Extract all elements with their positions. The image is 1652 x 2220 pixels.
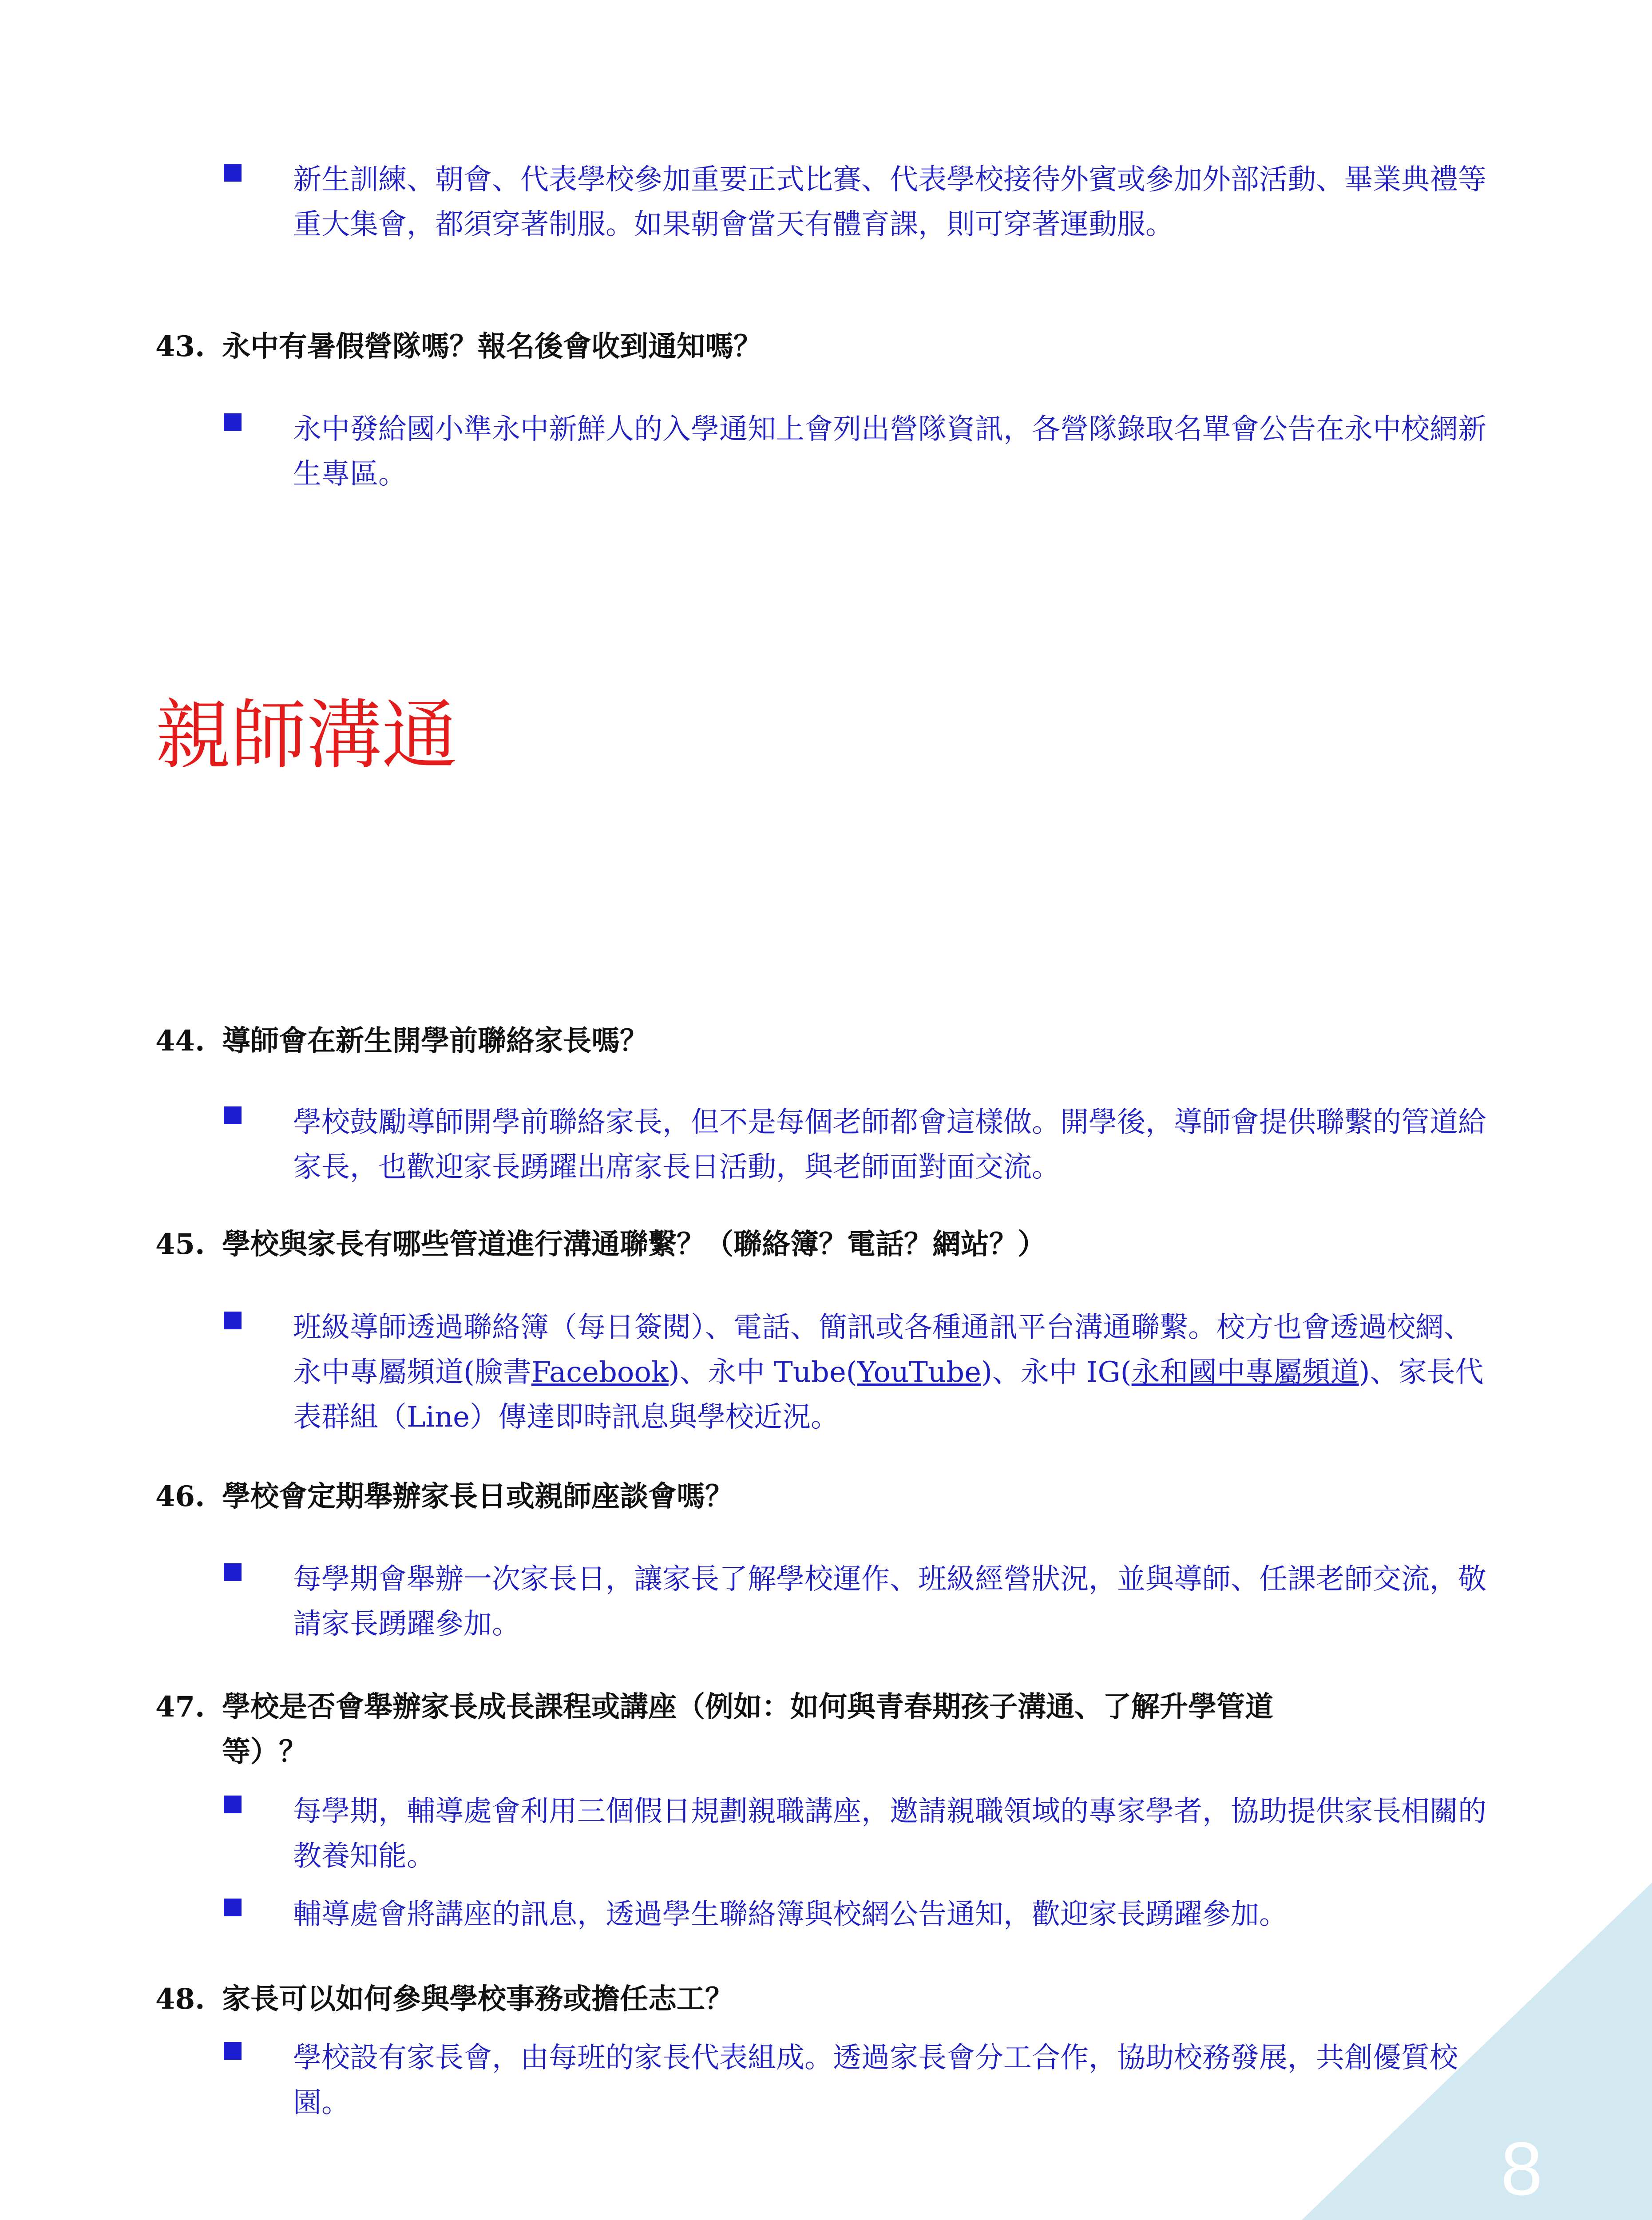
question-text: 導師會在新生開學前聯絡家長嗎？ <box>222 1024 648 1058</box>
answer-45 <box>231 1305 1492 1440</box>
question-46 <box>155 1474 1483 1519</box>
question-48 <box>155 1977 1483 2022</box>
answer-44 <box>231 1100 1492 1190</box>
question-44 <box>155 1019 1483 1063</box>
question-text: 學校會定期舉辦家長日或親師座談會嗎？ <box>222 1480 733 1513</box>
answer-text: 輔導處會將講座的訊息，透過學生聯絡簿與校網公告通知，歡迎家長踴躍參加。 <box>293 1898 1288 1931</box>
bullet-icon <box>224 2042 242 2060</box>
answer-47-1 <box>231 1789 1492 1879</box>
answer-text: 永中發給國小準永中新鮮人的入學通知上會列出營隊資訊，各營隊錄取名單會公告在永中校網新生專區。 <box>293 413 1486 491</box>
answer-text: 每學期，輔導處會利用三個假日規劃親職講座，邀請親職領域的專家學者，協助提供家長相關的教養知能。 <box>293 1795 1486 1873</box>
answer-text: 學校設有家長會，由每班的家長代表組成。透過家長會分工合作，協助校務發展，共創優質校園。 <box>293 2042 1458 2119</box>
section-title: 親師溝通 <box>155 692 458 780</box>
question-number: 45. <box>155 1228 205 1261</box>
bullet-icon <box>224 1563 242 1581</box>
answer-text: 學校鼓勵導師開學前聯絡家長，但不是每個老師都會這樣做。開學後，導師會提供聯繫的管道給家長，也歡迎家長踴躍出席家長日活動，與老師面對面交流。 <box>293 1106 1486 1184</box>
question-45 <box>155 1222 1483 1267</box>
question-text-line2: 等）？ <box>222 1735 307 1768</box>
question-text: 學校是否會舉辦家長成長課程或講座（例如：如何與青春期孩子溝通、了解升學管道 <box>222 1690 1273 1724</box>
bullet-icon <box>224 1312 242 1329</box>
page-number: 8 <box>1501 2127 1543 2211</box>
answer-47-2 <box>231 1892 1492 1937</box>
question-number: 47. <box>155 1690 205 1724</box>
question-text: 學校與家長有哪些管道進行溝通聯繫？（聯絡簿？電話？網站？） <box>222 1228 1046 1261</box>
answer-43 <box>231 407 1492 497</box>
question-number: 46. <box>155 1480 205 1513</box>
question-number: 44. <box>155 1024 205 1058</box>
question-text: 永中有暑假營隊嗎？報名後會收到通知嗎？ <box>222 330 762 363</box>
bullet-icon <box>224 164 242 182</box>
answer-intro <box>231 158 1492 247</box>
bullet-icon <box>224 1106 242 1124</box>
bullet-icon <box>224 413 242 431</box>
answer-46 <box>231 1557 1492 1647</box>
answer-48 <box>231 2036 1492 2125</box>
question-number: 43. <box>155 330 205 363</box>
question-47 <box>155 1685 1483 1774</box>
answer-text: 每學期會舉辦一次家長日，讓家長了解學校運作、班級經營狀況，並與導師、任課老師交流，敬請家長踴躍參加。 <box>293 1563 1486 1641</box>
instagram-link[interactable]: 永和國中專屬頻道 <box>1131 1356 1359 1389</box>
bullet-icon <box>224 1899 242 1916</box>
facebook-link[interactable]: Facebook <box>531 1356 669 1389</box>
question-text: 家長可以如何參與學校事務或擔任志工？ <box>222 1982 733 2016</box>
answer-text: 班級導師透過聯絡簿（每日簽閱）、電話、簡訊或各種通訊平台溝通聯繫。校方也會透過校網、永中專屬頻道(臉書Facebook)、永中 Tube(YouTube)、永中 IG(永和國中專屬頻道)、家長代表群組（Line）傳達即時訊息與學校近況。 <box>293 1311 1484 1434</box>
answer-intro-text: 新生訓練、朝會、代表學校參加重要正式比賽、代表學校接待外賓或參加外部活動、畢業典禮等重大集會，都須穿著制服。如果朝會當天有體育課，則可穿著運動服。 <box>293 163 1486 241</box>
question-43 <box>155 324 1483 369</box>
bullet-icon <box>224 1796 242 1813</box>
question-number: 48. <box>155 1982 205 2016</box>
youtube-link[interactable]: YouTube <box>857 1356 981 1389</box>
